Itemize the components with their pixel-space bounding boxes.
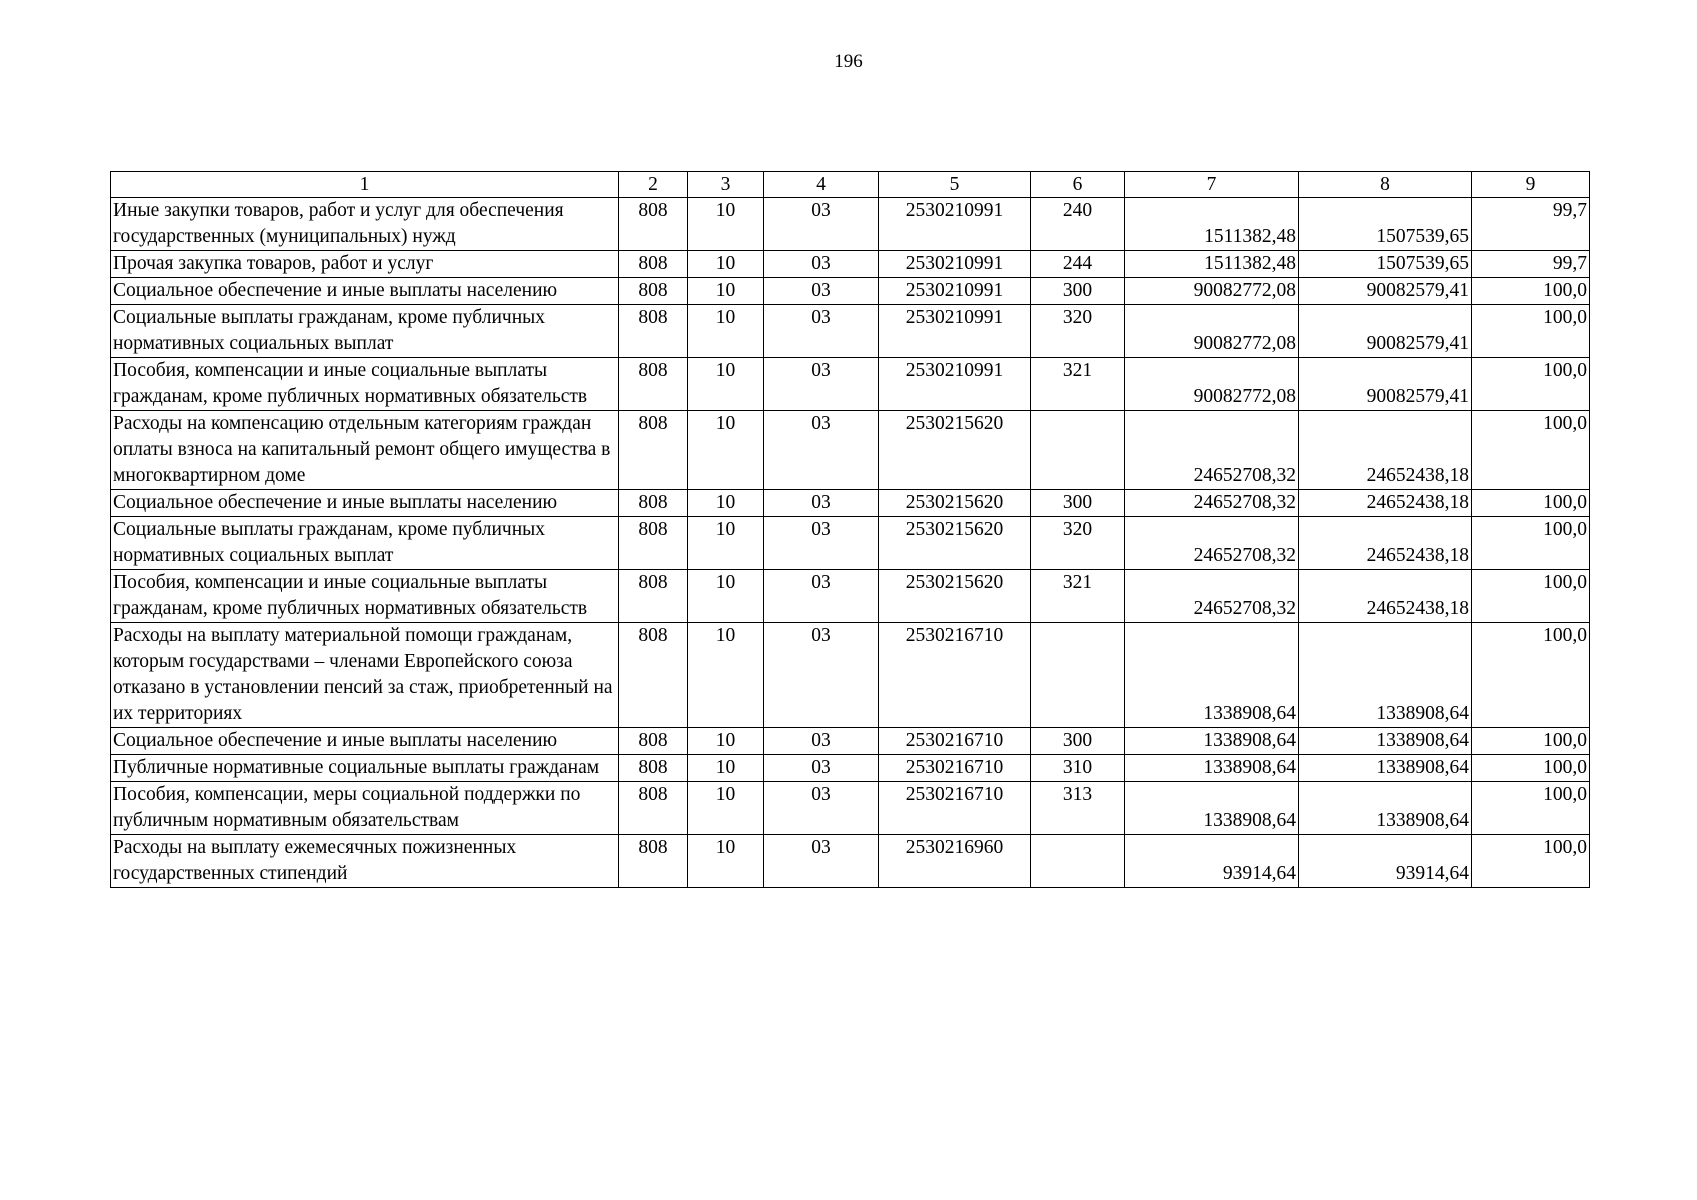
row-expense-type-cell: 240 [1031,198,1125,251]
row-planned-amount-cell: 1511382,48 [1125,251,1299,278]
row-target-article-cell: 2530216710 [879,755,1031,782]
row-target-article-cell: 2530210991 [879,251,1031,278]
row-expense-type-cell [1031,411,1125,490]
row-expense-type-cell: 244 [1031,251,1125,278]
row-percent-cell: 100,0 [1472,728,1590,755]
row-subsection-cell: 03 [764,490,879,517]
row-target-article-cell: 2530215620 [879,411,1031,490]
row-target-article-cell: 2530216710 [879,623,1031,728]
row-code-cell: 808 [619,251,688,278]
table-row [111,517,1590,570]
row-section-cell: 10 [688,411,764,490]
row-target-article-cell: 2530216710 [879,728,1031,755]
row-section-cell: 10 [688,490,764,517]
row-code-cell: 808 [619,490,688,517]
row-executed-amount-cell: 24652438,18 [1299,570,1472,623]
row-expense-type-cell: 320 [1031,517,1125,570]
row-code-cell: 808 [619,570,688,623]
row-section-cell: 10 [688,358,764,411]
row-executed-amount-cell: 1338908,64 [1299,623,1472,728]
row-code-cell: 808 [619,755,688,782]
row-code-cell: 808 [619,517,688,570]
header-cell: 2 [619,172,688,198]
row-subsection-cell: 03 [764,251,879,278]
row-target-article-cell: 2530216710 [879,782,1031,835]
row-subsection-cell: 03 [764,358,879,411]
row-subsection-cell: 03 [764,570,879,623]
header-cell: 5 [879,172,1031,198]
row-percent-cell: 100,0 [1472,278,1590,305]
row-expense-type-cell: 321 [1031,570,1125,623]
row-percent-cell: 100,0 [1472,755,1590,782]
table-row [111,570,1590,623]
header-cell: 6 [1031,172,1125,198]
row-section-cell: 10 [688,728,764,755]
row-percent-cell: 100,0 [1472,570,1590,623]
row-planned-amount-cell: 24652708,32 [1125,411,1299,490]
row-planned-amount-cell: 24652708,32 [1125,570,1299,623]
row-name-cell: Социальное обеспечение и иные выплаты населению [111,728,619,755]
row-planned-amount-cell: 1511382,48 [1125,198,1299,251]
row-percent-cell: 100,0 [1472,623,1590,728]
row-section-cell: 10 [688,755,764,782]
page-number: 196 [834,51,863,72]
row-target-article-cell: 2530215620 [879,570,1031,623]
table-row [111,755,1590,782]
row-name-cell: Публичные нормативные социальные выплаты гражданам [111,755,619,782]
row-name-cell: Расходы на выплату материальной помощи гражданам, которым государствами – членами Европейского союза отказано в установлении пенсий за стаж, приобретенный на их территориях [111,623,619,728]
row-executed-amount-cell: 93914,64 [1299,835,1472,888]
budget-table [110,171,1590,888]
row-name-cell: Социальные выплаты гражданам, кроме публичных нормативных социальных выплат [111,305,619,358]
row-name-cell: Социальное обеспечение и иные выплаты населению [111,490,619,517]
row-section-cell: 10 [688,570,764,623]
row-expense-type-cell: 313 [1031,782,1125,835]
row-executed-amount-cell: 1338908,64 [1299,728,1472,755]
row-executed-amount-cell: 24652438,18 [1299,411,1472,490]
row-subsection-cell: 03 [764,517,879,570]
row-name-cell: Пособия, компенсации, меры социальной поддержки по публичным нормативным обязательствам [111,782,619,835]
table-row [111,278,1590,305]
row-executed-amount-cell: 90082579,41 [1299,358,1472,411]
table-row [111,305,1590,358]
row-target-article-cell: 2530210991 [879,198,1031,251]
row-executed-amount-cell: 1507539,65 [1299,251,1472,278]
table-row [111,623,1590,728]
row-planned-amount-cell: 1338908,64 [1125,728,1299,755]
header-cell: 4 [764,172,879,198]
row-subsection-cell: 03 [764,411,879,490]
row-planned-amount-cell: 24652708,32 [1125,490,1299,517]
row-section-cell: 10 [688,198,764,251]
row-code-cell: 808 [619,358,688,411]
row-expense-type-cell [1031,835,1125,888]
row-planned-amount-cell: 1338908,64 [1125,755,1299,782]
table-header-row [111,172,1590,198]
row-expense-type-cell: 320 [1031,305,1125,358]
row-percent-cell: 100,0 [1472,305,1590,358]
row-percent-cell: 100,0 [1472,835,1590,888]
row-name-cell: Прочая закупка товаров, работ и услуг [111,251,619,278]
header-cell: 1 [111,172,619,198]
row-expense-type-cell: 300 [1031,278,1125,305]
row-executed-amount-cell: 24652438,18 [1299,490,1472,517]
row-code-cell: 808 [619,305,688,358]
row-code-cell: 808 [619,728,688,755]
table-row [111,251,1590,278]
table-row [111,198,1590,251]
row-expense-type-cell: 321 [1031,358,1125,411]
row-target-article-cell: 2530210991 [879,358,1031,411]
row-planned-amount-cell: 90082772,08 [1125,358,1299,411]
table-row [111,411,1590,490]
row-section-cell: 10 [688,835,764,888]
row-executed-amount-cell: 1338908,64 [1299,782,1472,835]
row-expense-type-cell [1031,623,1125,728]
row-name-cell: Пособия, компенсации и иные социальные выплаты гражданам, кроме публичных нормативных обязательств [111,358,619,411]
row-subsection-cell: 03 [764,198,879,251]
row-code-cell: 808 [619,835,688,888]
row-executed-amount-cell: 24652438,18 [1299,517,1472,570]
row-name-cell: Расходы на выплату ежемесячных пожизненных государственных стипендий [111,835,619,888]
row-subsection-cell: 03 [764,782,879,835]
row-planned-amount-cell: 93914,64 [1125,835,1299,888]
row-percent-cell: 100,0 [1472,782,1590,835]
row-planned-amount-cell: 24652708,32 [1125,517,1299,570]
row-name-cell: Пособия, компенсации и иные социальные выплаты гражданам, кроме публичных нормативных обязательств [111,570,619,623]
row-percent-cell: 99,7 [1472,198,1590,251]
row-subsection-cell: 03 [764,305,879,358]
row-code-cell: 808 [619,782,688,835]
row-subsection-cell: 03 [764,278,879,305]
row-subsection-cell: 03 [764,728,879,755]
table-row [111,782,1590,835]
row-name-cell: Социальные выплаты гражданам, кроме публичных нормативных социальных выплат [111,517,619,570]
row-section-cell: 10 [688,517,764,570]
row-target-article-cell: 2530215620 [879,517,1031,570]
row-subsection-cell: 03 [764,835,879,888]
row-expense-type-cell: 300 [1031,728,1125,755]
table-row [111,728,1590,755]
row-target-article-cell: 2530216960 [879,835,1031,888]
row-expense-type-cell: 300 [1031,490,1125,517]
row-expense-type-cell: 310 [1031,755,1125,782]
row-planned-amount-cell: 1338908,64 [1125,623,1299,728]
table-row [111,835,1590,888]
row-percent-cell: 99,7 [1472,251,1590,278]
row-subsection-cell: 03 [764,755,879,782]
row-section-cell: 10 [688,782,764,835]
row-section-cell: 10 [688,251,764,278]
row-percent-cell: 100,0 [1472,490,1590,517]
table-row [111,490,1590,517]
row-section-cell: 10 [688,278,764,305]
row-planned-amount-cell: 90082772,08 [1125,305,1299,358]
row-planned-amount-cell: 1338908,64 [1125,782,1299,835]
row-target-article-cell: 2530210991 [879,278,1031,305]
row-executed-amount-cell: 1338908,64 [1299,755,1472,782]
row-code-cell: 808 [619,278,688,305]
row-name-cell: Иные закупки товаров, работ и услуг для обеспечения государственных (муниципальных) нужд [111,198,619,251]
row-target-article-cell: 2530215620 [879,490,1031,517]
row-code-cell: 808 [619,411,688,490]
header-cell: 3 [688,172,764,198]
row-executed-amount-cell: 90082579,41 [1299,305,1472,358]
row-name-cell: Социальное обеспечение и иные выплаты населению [111,278,619,305]
row-subsection-cell: 03 [764,623,879,728]
row-name-cell: Расходы на компенсацию отдельным категориям граждан оплаты взноса на капитальный ремонт общего имущества в многоквартирном доме [111,411,619,490]
row-code-cell: 808 [619,198,688,251]
header-cell: 9 [1472,172,1590,198]
header-cell: 8 [1299,172,1472,198]
row-planned-amount-cell: 90082772,08 [1125,278,1299,305]
row-section-cell: 10 [688,305,764,358]
row-percent-cell: 100,0 [1472,358,1590,411]
header-cell: 7 [1125,172,1299,198]
row-section-cell: 10 [688,623,764,728]
row-percent-cell: 100,0 [1472,517,1590,570]
row-executed-amount-cell: 90082579,41 [1299,278,1472,305]
table-row [111,358,1590,411]
row-target-article-cell: 2530210991 [879,305,1031,358]
row-executed-amount-cell: 1507539,65 [1299,198,1472,251]
row-percent-cell: 100,0 [1472,411,1590,490]
row-code-cell: 808 [619,623,688,728]
